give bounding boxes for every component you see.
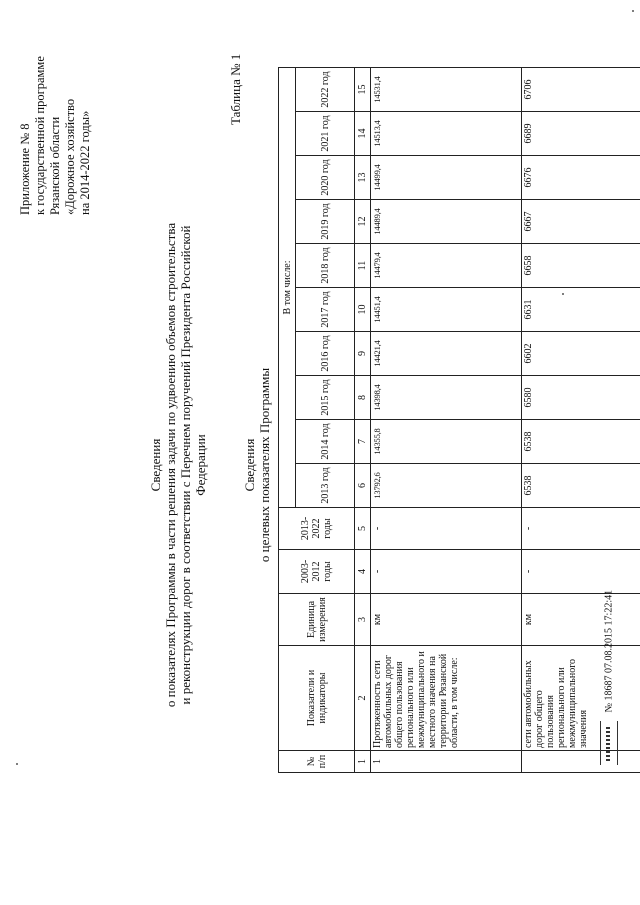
- header-year: 2019 год: [296, 200, 355, 244]
- row-value: 6667: [522, 200, 640, 244]
- row-value: 13792,6: [371, 464, 522, 508]
- registration-stamp: [600, 590, 618, 765]
- header-unit: Единица измерения: [279, 594, 355, 646]
- header-year: 2017 год: [296, 288, 355, 332]
- row-value: 14479,4: [371, 244, 522, 288]
- row-value: 6631: [522, 288, 640, 332]
- heading-1: [148, 205, 208, 725]
- index-row: [355, 68, 371, 773]
- row-unit: км: [522, 594, 640, 646]
- row-value: 14398,4: [371, 376, 522, 420]
- header-year: 2016 год: [296, 332, 355, 376]
- stamp-logo-icon: [600, 721, 618, 765]
- row-value: 14489,4: [371, 200, 522, 244]
- index-cell: 12: [355, 200, 371, 244]
- row-value: 6538: [522, 420, 640, 464]
- index-cell: 6: [355, 464, 371, 508]
- indicators-table: [278, 67, 640, 773]
- table-number-label: Таблица № 1: [228, 53, 243, 125]
- heading-1-line: о показателях Программы в части решения задачи по удвоению объемов строительства: [163, 222, 178, 708]
- appendix-line: Приложение № 8: [18, 123, 32, 215]
- appendix-block: [18, 10, 93, 215]
- heading-2-title: Сведения: [242, 438, 257, 492]
- index-cell: 13: [355, 156, 371, 200]
- header-year: 2022 год: [296, 68, 355, 112]
- header-row: [279, 68, 296, 773]
- row-period-1: -: [371, 550, 522, 594]
- row-indicator: Протяженность сети автомобильных дорог общего пользования регионального или межмуниципального и местного значения на территории Рязанской области, в том числе:: [371, 646, 522, 751]
- scan-speck: [562, 293, 564, 295]
- row-value: 6538: [522, 464, 640, 508]
- row-no: [522, 751, 640, 773]
- header-year: 2021 год: [296, 112, 355, 156]
- row-value: 6706: [522, 68, 640, 112]
- heading-2: [242, 205, 272, 725]
- header-year: 2015 год: [296, 376, 355, 420]
- row-value: 6580: [522, 376, 640, 420]
- index-cell: 7: [355, 420, 371, 464]
- row-no: 1: [371, 751, 522, 773]
- header-no: № п/п: [279, 751, 355, 773]
- index-cell: 14: [355, 112, 371, 156]
- row-indicator: сети автомобильных дорог общего пользования регионального или межмуниципального значения: [522, 646, 640, 751]
- row-value: 14421,4: [371, 332, 522, 376]
- header-year: 2020 год: [296, 156, 355, 200]
- appendix-line: Рязанской области: [48, 116, 62, 215]
- header-year: 2014 год: [296, 420, 355, 464]
- appendix-line: «Дорожное хозяйство: [63, 98, 77, 215]
- header-period-2: 2013-2022 годы: [279, 508, 355, 550]
- row-value: 14513,4: [371, 112, 522, 156]
- row-period-2: -: [371, 508, 522, 550]
- scan-speck: [632, 10, 634, 12]
- row-value: 14499,4: [371, 156, 522, 200]
- index-cell: 4: [355, 550, 371, 594]
- heading-1-title: Сведения: [148, 438, 163, 492]
- row-unit: км: [371, 594, 522, 646]
- row-value: 6602: [522, 332, 640, 376]
- heading-1-line: и реконструкции дорог в соответствии с Перечнем поручений Президента Российской Федерации: [178, 225, 208, 705]
- header-incl: В том числе:: [279, 68, 296, 508]
- row-value: 6658: [522, 244, 640, 288]
- index-cell: 9: [355, 332, 371, 376]
- index-cell: 15: [355, 68, 371, 112]
- row-value: 14451,4: [371, 288, 522, 332]
- header-year: 2018 год: [296, 244, 355, 288]
- stamp-text: № 18687 07.08.2015 17:22:41: [603, 589, 615, 713]
- index-cell: 8: [355, 376, 371, 420]
- header-year: 2013 год: [296, 464, 355, 508]
- index-cell: 11: [355, 244, 371, 288]
- header-indicator: Показатели и индикаторы: [279, 646, 355, 751]
- header-period-1: 2003-2012 годы: [279, 550, 355, 594]
- table-row: [371, 68, 522, 773]
- index-cell: 10: [355, 288, 371, 332]
- row-period-1: -: [522, 550, 640, 594]
- table-row: [522, 68, 640, 773]
- heading-2-subtitle: о целевых показателях Программы: [257, 367, 272, 563]
- row-value: 14355,8: [371, 420, 522, 464]
- row-value: 6689: [522, 112, 640, 156]
- row-period-2: -: [522, 508, 640, 550]
- index-cell: 1: [355, 751, 371, 773]
- appendix-line: на 2014-2022 годы»: [78, 110, 92, 215]
- index-cell: 3: [355, 594, 371, 646]
- index-cell: 2: [355, 646, 371, 751]
- scan-speck: [16, 763, 18, 765]
- appendix-line: к государственной программе: [33, 56, 47, 215]
- row-value: 6676: [522, 156, 640, 200]
- row-value: 14531,4: [371, 68, 522, 112]
- index-cell: 5: [355, 508, 371, 550]
